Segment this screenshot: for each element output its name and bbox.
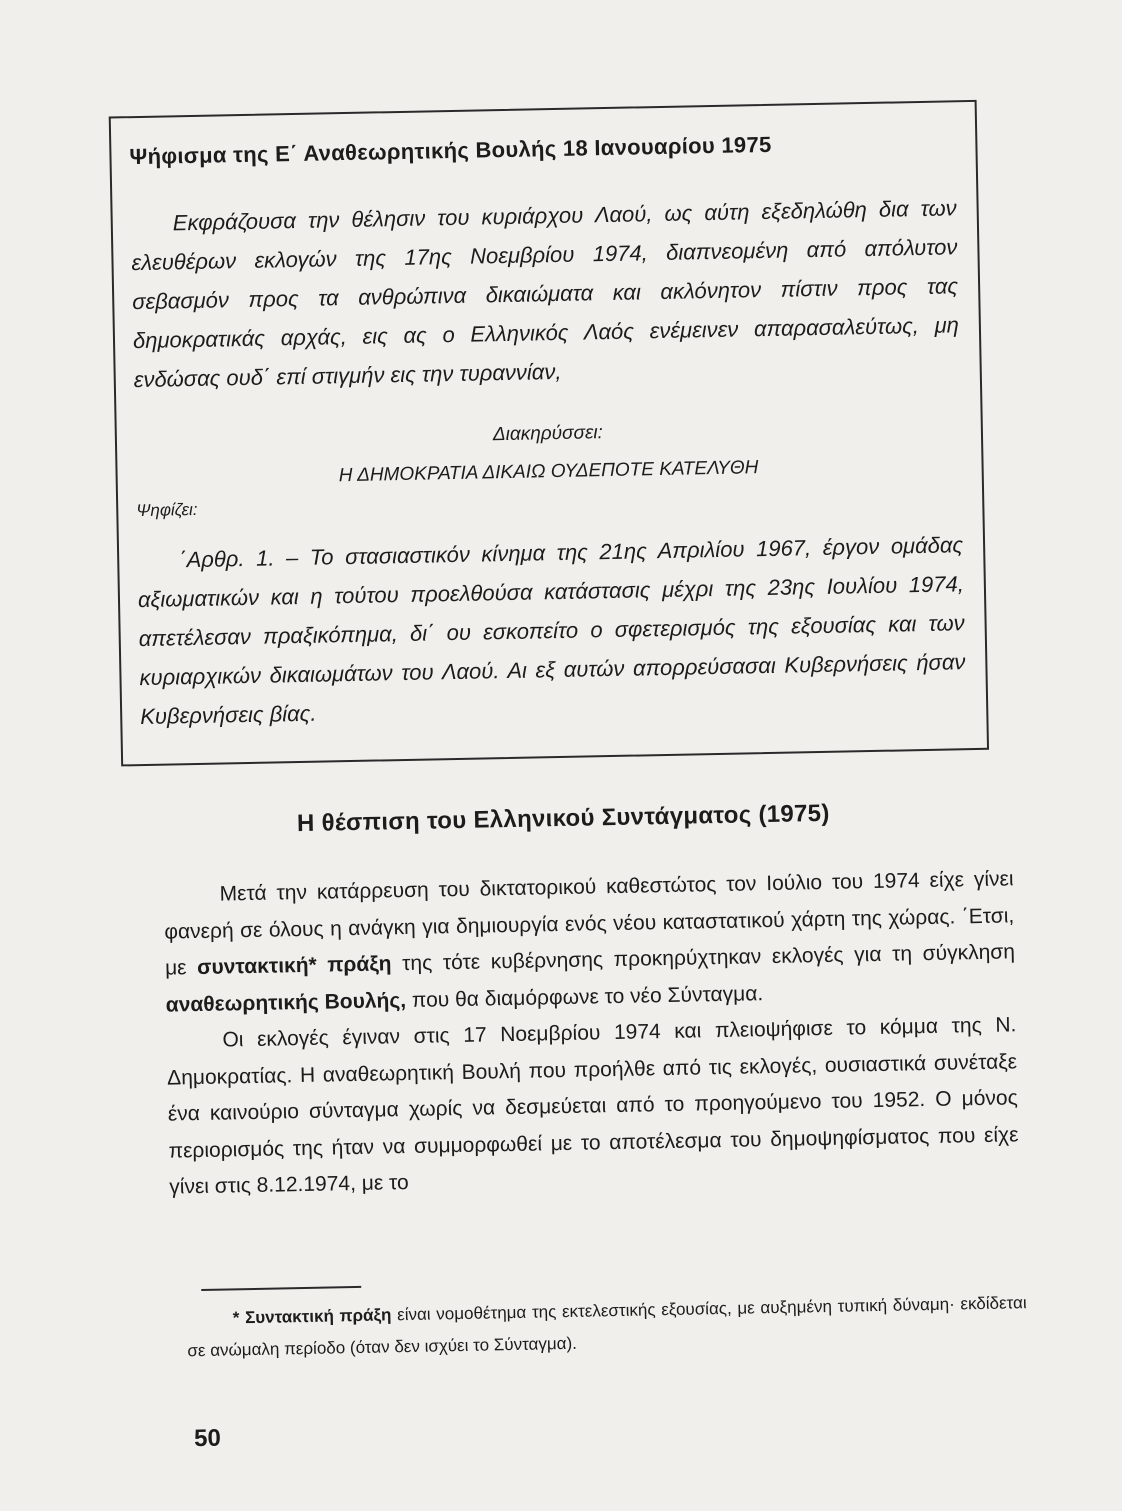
paragraph-2: Οι εκλογές έγιναν στις 17 Νοεμβρίου 1974 και πλειοψήφισε το κόμμα της Ν. Δημοκρατίας. Η αναθεωρητική Βουλή που προήλθε από τις εκλογές, ουσιαστικά συνέταξε ένα καινούριο σύνταγμα χωρίς να δεσμεύεται από το προηγούμενο του 1952. Ο μόνος περιορισμός της ήταν να συμμορφωθεί με το αποτέλεσμα του δημοψηφίσματος που είχε γίνει στις 8.12.1974, με το bbox=[166, 1013, 1019, 1199]
decree-votes: Ψηφίζει: bbox=[136, 499, 198, 521]
decree-box bbox=[109, 100, 989, 767]
footnote-text: είναι νομοθέτημα της εκτελεστικής εξουσίας, με αυξημένη τυπική δύναμη· εκδίδεται σε ανώμαλη περίοδο (όταν δεν ισχύει το Σύνταγμα). bbox=[187, 1293, 1027, 1361]
paragraph-1-text-c: που θα διαμόρφωνε το νέο Σύνταγμα. bbox=[405, 981, 764, 1012]
decree-title: Ψήφισμα της Ε΄ Αναθεωρητικής Βουλής 18 Ιανουαρίου 1975 bbox=[129, 131, 772, 170]
page-number: 50 bbox=[193, 1424, 222, 1453]
body-text bbox=[163, 861, 1019, 1206]
decree-article-1: ΄Αρθρ. 1. – Το στασιαστικόν κίνημα της 21ης Απριλίου 1967, έργον ομάδας αξιωματικών και η τούτου προελθούσα κατάστασις μέχρι της 23ης Ιουλίου 1974, απετέλεσαν πραξικόπημα, δι΄ ου εσκοπείτο ο σφετερισμός της εξουσίας και των κυριαρχικών δικαιωμάτων του Λαού. Αι εξ αυτών απορρεύσασαι Κυβερνήσεις ήσαν Κυβερνήσεις βίας. bbox=[137, 532, 966, 730]
paragraph-1 bbox=[163, 861, 1016, 1023]
paragraph-1-text-a: Μετά την κατάρρευση του δικτατορικού καθεστώτος τον Ιούλιο του 1974 είχε γίνει φανερή σε όλους η ανάγκη για δημιουργία ενός νέου καταστατικού χάρτη της χώρας. ΄Ετσι, με bbox=[164, 867, 1015, 980]
decree-motto: Η ΔΗΜΟΚΡΑΤΙΑ ΔΙΚΑΙΩ ΟΥΔΕΠΟΤΕ ΚΑΤΕΛΥΘΗ bbox=[338, 457, 759, 487]
decree-preamble: Εκφράζουσα την θέλησιν του κυριάρχου Λαού, ως αύτη εξεδηλώθη δια των ελευθέρων εκλογών της 17ης Νοεμβρίου 1974, διαπνεομένη από απόλυτον σεβασμόν προς τα ανθρώπινα δικαιώματα και ακλόνητον πίστιν προς τας δημοκρατικάς αρχάς, εις ας ο Ελληνικός Λαός ενέμεινεν απαρασαλεύτως, μη ενδώσας ουδ΄ επί στιγμήν εις την τυραννίαν, bbox=[131, 195, 960, 393]
footnote bbox=[187, 1287, 1028, 1367]
decree-proclaims: Διακηρύσσει: bbox=[492, 422, 604, 446]
term-constituent-act: συντακτική* πράξη bbox=[196, 952, 392, 980]
footnote-term: * Συντακτική πράξη bbox=[232, 1305, 392, 1328]
section-heading: Η θέσπιση του Ελληνικού Συντάγματος (1975) bbox=[296, 799, 830, 838]
term-revisionary-parliament: αναθεωρητικής Βουλής, bbox=[165, 988, 407, 1017]
paragraph-1-text-b: της τότε κυβέρνησης προκηρύχτηκαν εκλογές για τη σύγκληση bbox=[391, 940, 1016, 976]
footnote-rule bbox=[201, 1286, 361, 1291]
